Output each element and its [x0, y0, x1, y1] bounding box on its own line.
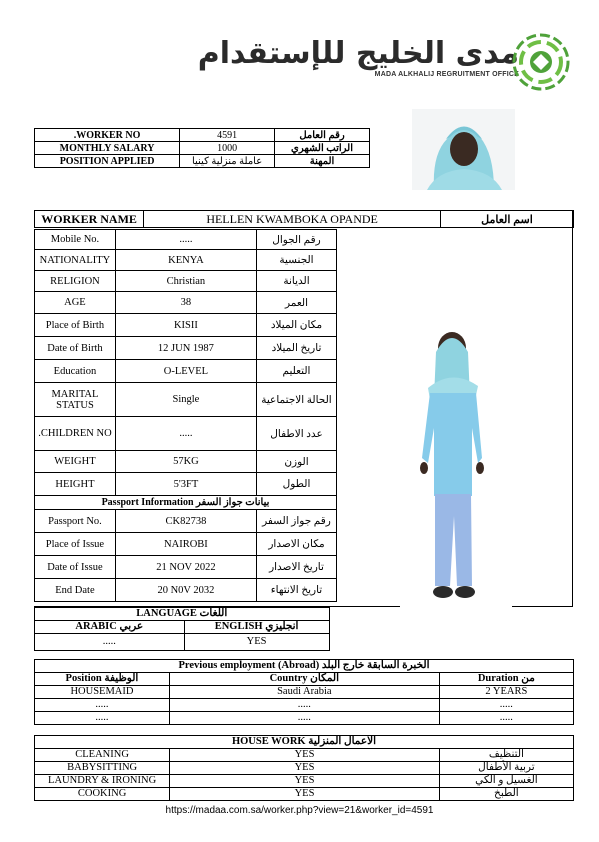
passport-value: NAIROBI [115, 533, 256, 556]
passport-row [35, 556, 337, 579]
detail-value: KENYA [115, 250, 256, 271]
house-work-label: CLEANING [35, 749, 170, 762]
employment-row [35, 712, 574, 725]
detail-value: Single [115, 383, 256, 417]
summary-label-ar: رقم العامل [275, 129, 370, 142]
employment-duration-header: Duration من [439, 673, 573, 686]
detail-label-ar: العمر [256, 292, 336, 314]
detail-row [35, 473, 337, 496]
logo-english-text: MADA ALKHALIJ REGRUITMENT OFFICE [374, 71, 519, 78]
house-work-row [35, 749, 574, 762]
employment-position: ..... [35, 699, 170, 712]
house-work-value: YES [170, 775, 440, 788]
detail-value: 5'3FT [115, 473, 256, 496]
passport-label: Date of Issue [35, 556, 116, 579]
employment-country-header: Country المكان [169, 673, 439, 686]
detail-label-ar: الديانة [256, 271, 336, 292]
detail-row [35, 292, 337, 314]
employment-title-row [35, 660, 574, 673]
summary-label: .WORKER NO [35, 129, 180, 142]
detail-row [35, 337, 337, 360]
passport-value: 20 N0V 2032 [115, 579, 256, 602]
detail-label-ar: الحالة الاجتماعية [256, 383, 336, 417]
employment-row [35, 699, 574, 712]
summary-value: 4591 [180, 129, 275, 142]
house-work-label-ar: الطبخ [439, 788, 573, 801]
house-work-row [35, 762, 574, 775]
detail-label-ar: الجنسية [256, 250, 336, 271]
house-work-label-ar: الغسيل و الكي [439, 775, 573, 788]
language-title: LANGUAGE اللغات [35, 608, 330, 621]
detail-label: AGE [35, 292, 116, 314]
worker-name-label: WORKER NAME [35, 211, 144, 228]
employment-country: ..... [169, 699, 439, 712]
language-arabic-value: ..... [35, 634, 185, 651]
employment-country: Saudi Arabia [169, 686, 439, 699]
worker-name-label-ar: اسم العامل [441, 211, 574, 228]
detail-label: WEIGHT [35, 451, 116, 473]
detail-label-ar: الطول [256, 473, 336, 496]
house-work-table [34, 735, 574, 801]
detail-label-ar: مكان الميلاد [256, 314, 336, 337]
employment-title: Previous employment (Abroad) الخبرة السابقة خارج البلد [35, 660, 574, 673]
detail-row [35, 250, 337, 271]
house-work-label-ar: التنظيف [439, 749, 573, 762]
summary-row [35, 142, 370, 155]
employment-duration: ..... [439, 712, 573, 725]
passport-title-row [35, 496, 337, 510]
detail-value: ..... [115, 417, 256, 451]
detail-label-ar: تاريخ الميلاد [256, 337, 336, 360]
house-work-label: BABYSITTING [35, 762, 170, 775]
detail-row [35, 314, 337, 337]
detail-value: Christian [115, 271, 256, 292]
passport-row [35, 579, 337, 602]
detail-value: KISII [115, 314, 256, 337]
employment-table [34, 659, 574, 725]
detail-label: Date of Birth [35, 337, 116, 360]
passport-label-ar: تاريخ الانتهاء [256, 579, 336, 602]
language-english-label: ENGLISH انجليزي [184, 621, 329, 634]
employment-duration: ..... [439, 699, 573, 712]
language-arabic-label: ARABIC عربي [35, 621, 185, 634]
house-work-value: YES [170, 788, 440, 801]
passport-row [35, 510, 337, 533]
detail-label: Mobile No. [35, 230, 116, 250]
passport-label-ar: تاريخ الاصدار [256, 556, 336, 579]
house-work-row [35, 788, 574, 801]
worker-name-row [35, 211, 574, 228]
passport-value: CK82738 [115, 510, 256, 533]
detail-row [35, 230, 337, 250]
detail-label-ar: عدد الاطفال [256, 417, 336, 451]
detail-row [35, 417, 337, 451]
logo-arabic-text: مدى الخليج للإستقدام [197, 36, 519, 71]
worker-portrait-photo [412, 109, 515, 190]
detail-label: Education [35, 360, 116, 383]
summary-label-ar: الراتب الشهري [275, 142, 370, 155]
summary-value: عاملة منزلية كينيا [180, 155, 275, 168]
detail-label-ar: رقم الجوال [256, 230, 336, 250]
passport-label-ar: رقم جواز السفر [256, 510, 336, 533]
detail-label: .CHILDREN NO [35, 417, 116, 451]
passport-title: Passport Information بيانات جواز السفر [35, 496, 337, 510]
passport-value: 21 NOV 2022 [115, 556, 256, 579]
employment-position-header: Position الوظيفة [35, 673, 170, 686]
detail-label: NATIONALITY [35, 250, 116, 271]
house-work-label: LAUNDRY & IRONING [35, 775, 170, 788]
passport-row [35, 533, 337, 556]
summary-row [35, 129, 370, 142]
language-title-row [35, 608, 575, 621]
summary-label-ar: المهنة [275, 155, 370, 168]
employment-position: ..... [35, 712, 170, 725]
logo-emblem-icon [511, 32, 571, 92]
detail-value: 57KG [115, 451, 256, 473]
house-work-value: YES [170, 749, 440, 762]
worker-details-table [34, 210, 574, 228]
footer-url-link[interactable]: https://madaa.com.sa/worker.php?view=21&worker_id=4591 [165, 805, 434, 816]
detail-label-ar: التعليم [256, 360, 336, 383]
house-work-value: YES [170, 762, 440, 775]
passport-label-ar: مكان الاصدار [256, 533, 336, 556]
passport-label: Passport No. [35, 510, 116, 533]
detail-label-ar: الوزن [256, 451, 336, 473]
detail-row [35, 451, 337, 473]
detail-value: O-LEVEL [115, 360, 256, 383]
summary-table [34, 128, 370, 168]
language-english-value: YES [184, 634, 329, 651]
worker-name-value: HELLEN KWAMBOKA OPANDE [144, 211, 441, 228]
passport-label: Place of Issue [35, 533, 116, 556]
employment-duration: 2 YEARS [439, 686, 573, 699]
detail-row [35, 271, 337, 292]
detail-row [35, 383, 337, 417]
personal-details-table [34, 229, 337, 602]
detail-value: 12 JUN 1987 [115, 337, 256, 360]
employment-position: HOUSEMAID [35, 686, 170, 699]
house-work-label: COOKING [35, 788, 170, 801]
house-work-title-row [35, 736, 574, 749]
detail-value: 38 [115, 292, 256, 314]
detail-label: RELIGION [35, 271, 116, 292]
detail-label: Place of Birth [35, 314, 116, 337]
detail-row [35, 360, 337, 383]
summary-value: 1000 [180, 142, 275, 155]
detail-label: MARITAL STATUS [35, 383, 116, 417]
house-work-row [35, 775, 574, 788]
language-table [34, 607, 574, 651]
language-empty-cell [329, 608, 574, 651]
employment-country: ..... [169, 712, 439, 725]
employment-header-row [35, 673, 574, 686]
summary-row [35, 155, 370, 168]
detail-value: ..... [115, 230, 256, 250]
house-work-title: HOUSE WORK الاعمال المنزلية [35, 736, 574, 749]
employment-row [35, 686, 574, 699]
detail-label: HEIGHT [35, 473, 116, 496]
worker-full-body-photo [400, 258, 512, 610]
house-work-label-ar: تربية الأطفال [439, 762, 573, 775]
summary-label: POSITION APPLIED [35, 155, 180, 168]
company-logo [0, 0, 599, 100]
passport-label: End Date [35, 579, 116, 602]
summary-label: MONTHLY SALARY [35, 142, 180, 155]
